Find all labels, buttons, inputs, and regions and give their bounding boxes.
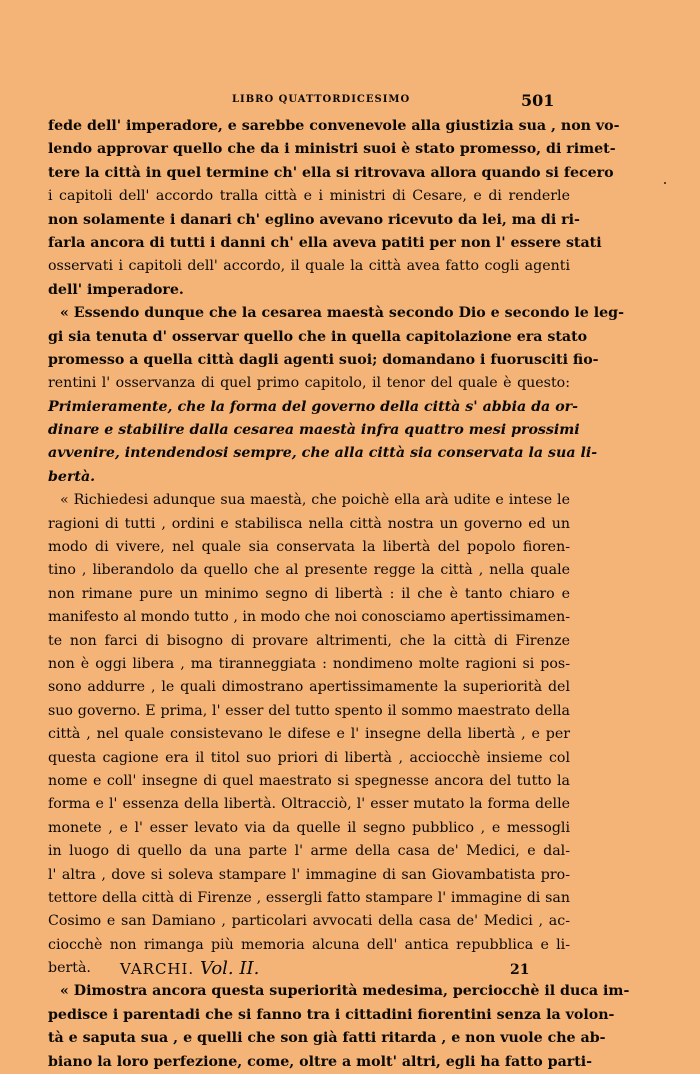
footer-signature (120, 958, 259, 979)
text-line: dell' imperadore. (48, 281, 184, 298)
text-line: i capitoli dell' accordo tralla città e i ministri di Cesare, e di renderle (48, 188, 570, 205)
text-line: rentini l' osservanza di quel primo capitolo, il tenor del quale è questo: (48, 375, 570, 392)
text-line: nome e coll' insegne di quel maestrato si spegnesse ancora del tutto la (48, 772, 570, 789)
text-line: « Dimostra ancora questa superiorità medesima, perciocchè il duca im- (60, 983, 630, 1000)
text-line: forma e l' essenza della libertà. Oltracciò, l' esser mutato la forma delle (48, 796, 570, 813)
text-line: monete , e l' esser levato via da quelle il segno pubblico , e messogli (48, 819, 570, 836)
text-line: biano la loro perfezione, come, oltre a molt' altri, egli ha fatto parti- (48, 1053, 593, 1070)
footer-author: VARCHI. (120, 960, 195, 978)
text-line: tettore della città di Firenze , essergli fatto stampare l' immagine di san (48, 889, 570, 906)
text-line: città , nel quale consistevano le difese e l' insegne della libertà , e per (48, 726, 570, 743)
body-text (48, 115, 630, 1074)
text-line: tà e saputa sua , e quelli che son già fatti ritarda , e non vuole che ab- (48, 1030, 606, 1047)
text-line: ragioni di tutti , ordini e stabilisca nella città nostra un governo ed un (48, 515, 570, 532)
text-line: sono addurre , le quali dimostrano apertissimamente la superiorità del (48, 679, 570, 696)
text-line: manifesto al mondo tutto , in modo che noi conosciamo apertissimamen- (48, 609, 571, 626)
text-line: tere la città in quel termine ch' ella si ritrovava allora quando si fecero (48, 164, 614, 181)
text-line: gi sia tenuta d' osservar quello che in quella capitolazione era stato (48, 328, 588, 345)
text-line: farla ancora di tutti i danni ch' ella aveva patiti per non l' essere stati (48, 234, 602, 251)
text-line: « Essendo dunque che la cesarea maestà secondo Dio e secondo le leg- (60, 305, 624, 322)
text-line: Cosimo e san Damiano , particolari avvocati della casa de' Medici , ac- (48, 913, 570, 930)
text-line: bertà. (48, 468, 96, 485)
text-line: questa cagione era il titol suo priori di libertà , acciocchè insieme col (48, 749, 570, 766)
text-line: osservati i capitoli dell' accordo, il quale la città avea fatto cogli agenti (48, 258, 570, 275)
text-line: Primieramente, che la forma del governo della città s' abbia da or- (48, 398, 579, 415)
text-line: non è oggi libera , ma tiranneggiata : nondimeno molte ragioni si pos- (48, 655, 570, 672)
text-line: lendo approvar quello che da i ministri suoi è stato promesso, di rimet- (48, 141, 616, 158)
text-line: fede dell' imperadore, e sarebbe convenevole alla giustizia sua , non vo- (48, 118, 620, 134)
text-line: pedisce i parentadi che si fanno tra i cittadini fiorentini senza la volon- (48, 1006, 615, 1023)
text-line: non rimane pure un minimo segno di libertà : il che è tanto chiaro e (48, 585, 570, 602)
footer-volume: Vol. II. (199, 958, 260, 979)
text-line: avvenire, intendendosi sempre, che alla città sia conservata la sua li- (48, 445, 598, 462)
gathering-signature: 21 (510, 962, 530, 978)
text-line: promesso a quella città dagli agenti suoi; domandano i fuorusciti fio- (48, 351, 599, 368)
running-head: LIBRO QUATTORDICESIMO (232, 94, 411, 105)
page-number: 501 (521, 91, 555, 110)
text-line: te non farci di bisogno di provare altrimenti, che la città di Firenze (48, 632, 570, 649)
text-line: tino , liberandolo da quello che al presente regge la città , nella quale (48, 562, 570, 579)
text-line: in luogo di quello da una parte l' arme della casa de' Medici, e dal- (48, 843, 570, 860)
text-line: ciocchè non rimanga più memoria alcuna dell' antica repubblica e li- (48, 936, 570, 953)
text-line: modo di vivere, nel quale sia conservata la libertà del popolo fioren- (48, 539, 570, 556)
text-line: dinare e stabilire dalla cesarea maestà infra quattro mesi prossimi (48, 422, 580, 439)
text-line: bertà. (48, 960, 91, 977)
text-line: l' altra , dove si soleva stampare l' immagine di san Giovambatista pro- (48, 866, 570, 883)
ink-speck (664, 182, 666, 184)
text-line: « Richiedesi adunque sua maestà, che poichè ella arà udite e intese le (60, 492, 570, 509)
text-line: non solamente i danari ch' eglino avevano ricevuto da lei, ma di ri- (48, 211, 580, 228)
text-line: suo governo. E prima, l' esser del tutto spento il sommo maestrato della (48, 702, 570, 719)
